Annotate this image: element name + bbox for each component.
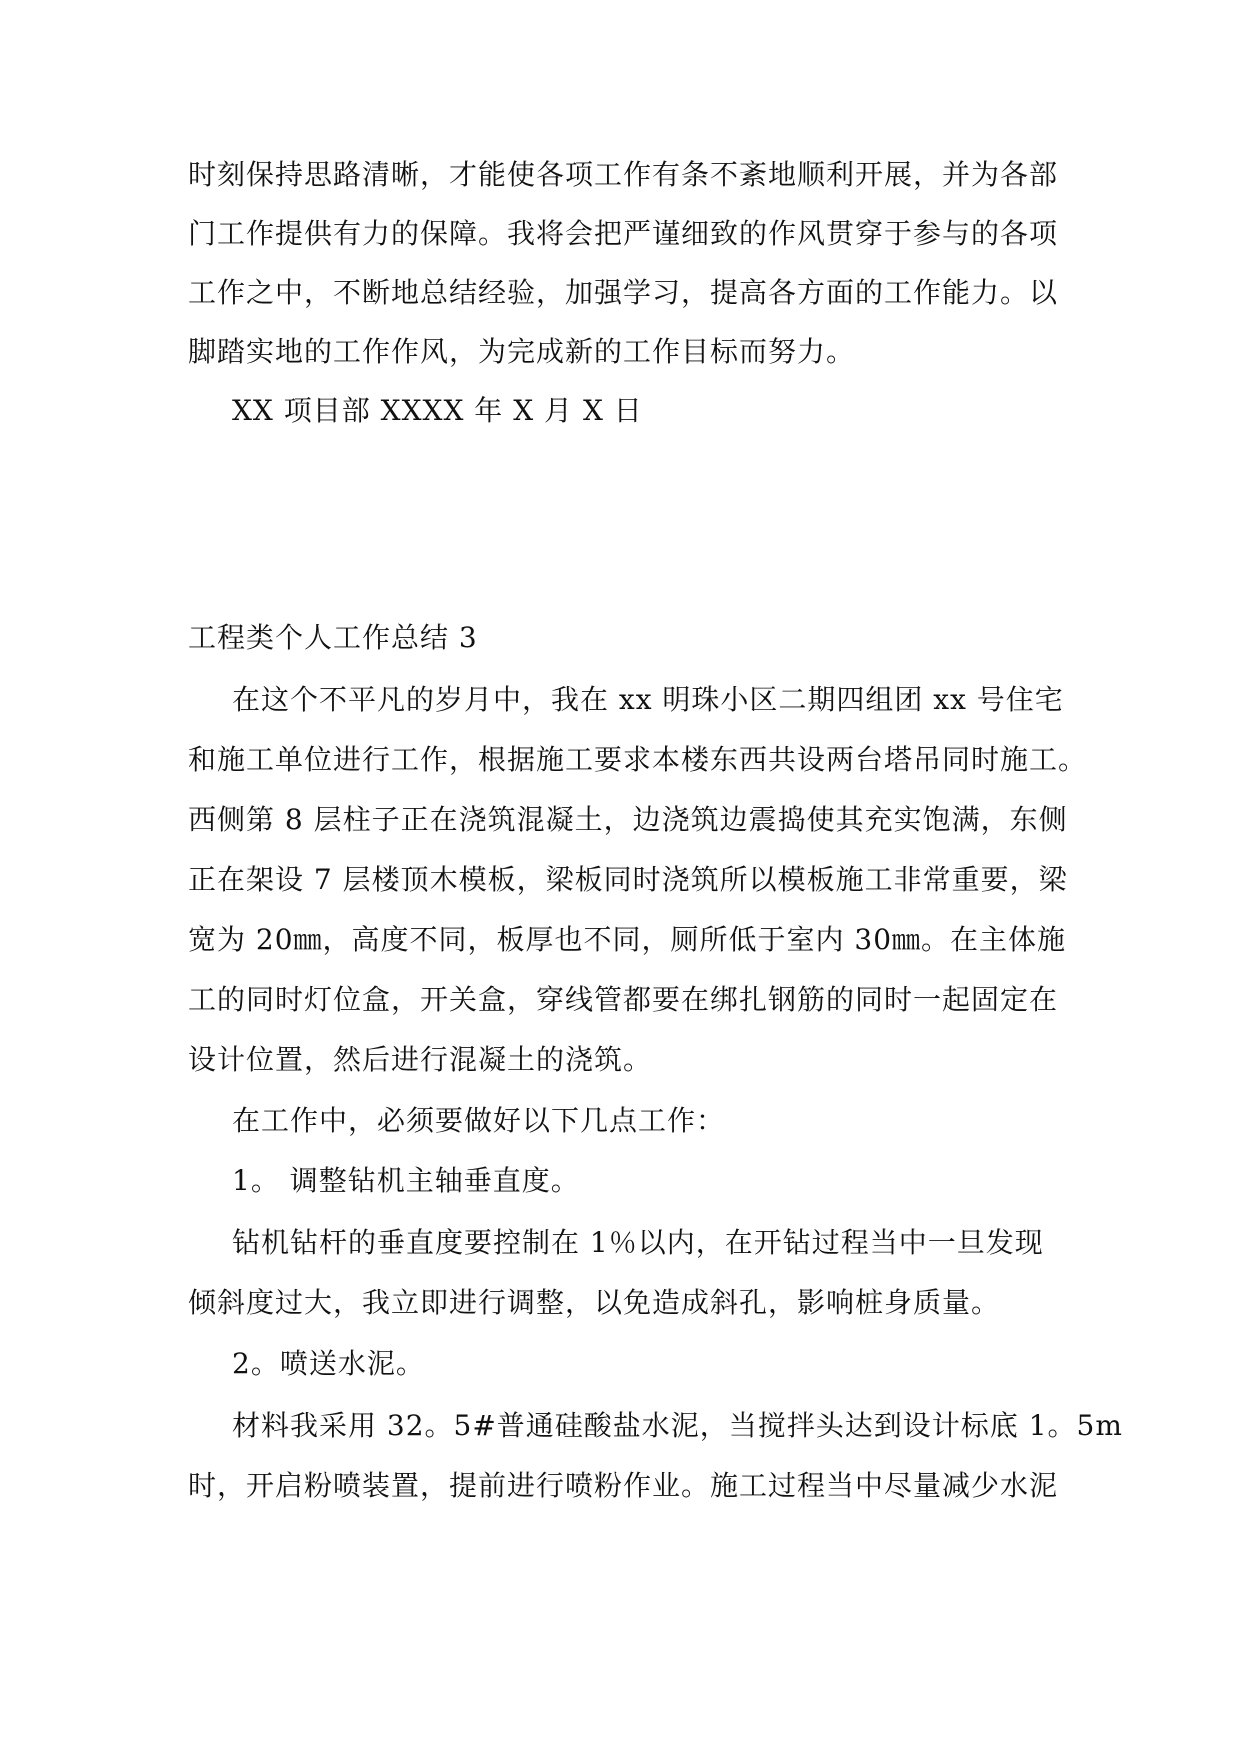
item2-title: 2。喷送水泥。 (232, 1347, 425, 1380)
para1-line-3: 工作之中，不断地总结经验，加强学习，提高各方面的工作能力。以 (188, 276, 1059, 309)
para2-line-1: 在这个不平凡的岁月中，我在 xx 明珠小区二期四组团 xx 号住宅 (232, 683, 1064, 716)
para3: 在工作中，必须要做好以下几点工作： (232, 1104, 726, 1137)
para2-line-7: 设计位置，然后进行混凝土的浇筑。 (188, 1043, 653, 1076)
para1-line-2: 门工作提供有力的保障。我将会把严谨细致的作风贯穿于参与的各项 (188, 217, 1059, 250)
para1-line-1: 时刻保持思路清晰，才能使各项工作有条不紊地顺利开展，并为各部 (188, 158, 1059, 191)
signature: XX 项目部 XXXX 年 X 月 X 日 (232, 394, 643, 427)
item2-line-1: 材料我采用 32。5#普通硅酸盐水泥，当搅拌头达到设计标底 1。5m (232, 1409, 1123, 1442)
para2-line-6: 工的同时灯位盒，开关盒，穿线管都要在绑扎钢筋的同时一起固定在 (188, 983, 1059, 1016)
para2-line-4: 正在架设 7 层楼顶木模板，梁板同时浇筑所以模板施工非常重要，梁 (188, 863, 1068, 896)
para1-line-4: 脚踏实地的工作作风，为完成新的工作目标而努力。 (188, 335, 856, 368)
item1-line-1: 钻机钻杆的垂直度要控制在 1％以内，在开钻过程当中一旦发现 (232, 1226, 1044, 1259)
item1-title: 1。 调整钻机主轴垂直度。 (232, 1164, 580, 1197)
item1-line-2: 倾斜度过大，我立即进行调整，以免造成斜孔，影响桩身质量。 (188, 1286, 1001, 1319)
para2-line-3: 西侧第 8 层柱子正在浇筑混凝土，边浇筑边震捣使其充实饱满，东侧 (188, 803, 1068, 836)
para2-line-2: 和施工单位进行工作，根据施工要求本楼东西共设两台塔吊同时施工。 (188, 743, 1088, 776)
section-title: 工程类个人工作总结 3 (188, 621, 478, 654)
item2-line-2: 时，开启粉喷装置，提前进行喷粉作业。施工过程当中尽量减少水泥 (188, 1469, 1059, 1502)
para2-line-5: 宽为 20㎜，高度不同，板厚也不同，厕所低于室内 30㎜。在主体施 (188, 923, 1067, 956)
